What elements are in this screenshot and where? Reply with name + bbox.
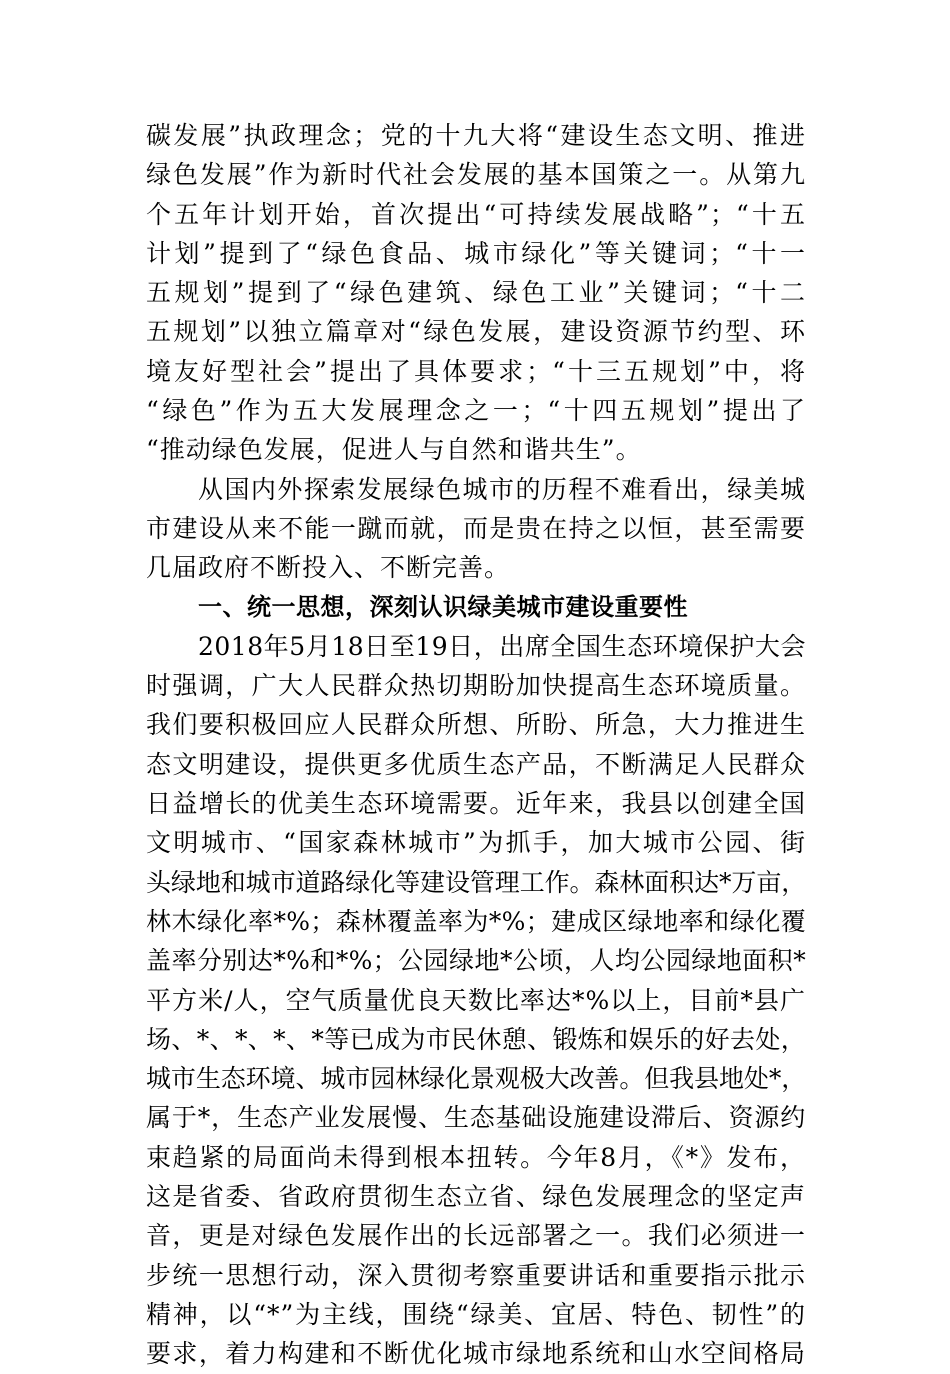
body-line: 碳发展”执政理念；党的十九大将“建设生态文明、推进 bbox=[146, 121, 806, 150]
body-line: 盖率分别达*%和*%；公园绿地*公顷，人均公园绿地面积* bbox=[146, 946, 806, 976]
body-line: 音，更是对绿色发展作出的长远部署之一。我们必须进一 bbox=[146, 1221, 806, 1251]
body-line: 绿色发展”作为新时代社会发展的基本国策之一。从第九 bbox=[146, 160, 806, 190]
body-line: 城市生态环境、城市园林绿化景观极大改善。但我县地处*， bbox=[146, 1064, 806, 1094]
body-line: 文明城市、“国家森林城市”为抓手，加大城市公园、街 bbox=[146, 828, 806, 858]
body-line: 头绿地和城市道路绿化等建设管理工作。森林面积达*万亩， bbox=[146, 867, 806, 897]
body-line: 境友好型社会”提出了具体要求；“十三五规划”中，将 bbox=[146, 356, 806, 386]
body-line: 属于*，生态产业发展慢、生态基础设施建设滞后、资源约 bbox=[146, 1103, 806, 1133]
paragraph-first-line: 从国内外探索发展绿色城市的历程不难看出，绿美城 bbox=[198, 474, 806, 504]
body-line: 时强调，广大人民群众热切期盼加快提高生态环境质量。 bbox=[146, 671, 806, 701]
body-line: “绿色”作为五大发展理念之一；“十四五规划”提出了 bbox=[146, 396, 806, 426]
body-line: 市建设从来不能一蹴而就，而是贵在持之以恒，甚至需要 bbox=[146, 513, 806, 543]
paragraph-first-line: 2018年5月18日至19日，出席全国生态环境保护大会 bbox=[198, 631, 806, 661]
section-heading: 一、统一思想，深刻认识绿美城市建设重要性 bbox=[198, 592, 688, 621]
body-line: 个五年计划开始，首次提出“可持续发展战略”；“十五 bbox=[146, 199, 806, 229]
body-line: 精神，以“*”为主线，围绕“绿美、宜居、特色、韧性”的 bbox=[146, 1299, 806, 1329]
body-line: 态文明建设，提供更多优质生态产品，不断满足人民群众 bbox=[146, 749, 806, 779]
body-line: 要求，着力构建和不断优化城市绿地系统和山水空间格局 bbox=[146, 1339, 806, 1369]
body-line: 五规划”以独立篇章对“绿色发展，建设资源节约型、环 bbox=[146, 317, 806, 347]
body-line: 五规划”提到了“绿色建筑、绿色工业”关键词；“十二 bbox=[146, 278, 806, 308]
body-line: “推动绿色发展，促进人与自然和谐共生”。 bbox=[146, 435, 642, 465]
body-line: 场、*、*、*、*等已成为市民休憩、锻炼和娱乐的好去处， bbox=[146, 1024, 806, 1054]
body-line: 这是省委、省政府贯彻生态立省、绿色发展理念的坚定声 bbox=[146, 1182, 806, 1212]
body-line: 平方米/人，空气质量优良天数比率达*%以上，目前*县广 bbox=[146, 985, 806, 1015]
body-line: 束趋紧的局面尚未得到根本扭转。今年8月，《*》发布， bbox=[146, 1142, 806, 1172]
body-line: 日益增长的优美生态环境需要。近年来，我县以创建全国 bbox=[146, 789, 806, 819]
body-line: 计划”提到了“绿色食品、城市绿化”等关键词；“十一 bbox=[146, 238, 806, 268]
document-body bbox=[146, 116, 806, 1374]
body-line: 林木绿化率*%；森林覆盖率为*%；建成区绿地率和绿化覆 bbox=[146, 906, 806, 936]
body-line: 几届政府不断投入、不断完善。 bbox=[146, 553, 511, 583]
body-line: 我们要积极回应人民群众所想、所盼、所急，大力推进生 bbox=[146, 710, 806, 740]
body-line: 步统一思想行动，深入贯彻考察重要讲话和重要指示批示 bbox=[146, 1260, 806, 1290]
